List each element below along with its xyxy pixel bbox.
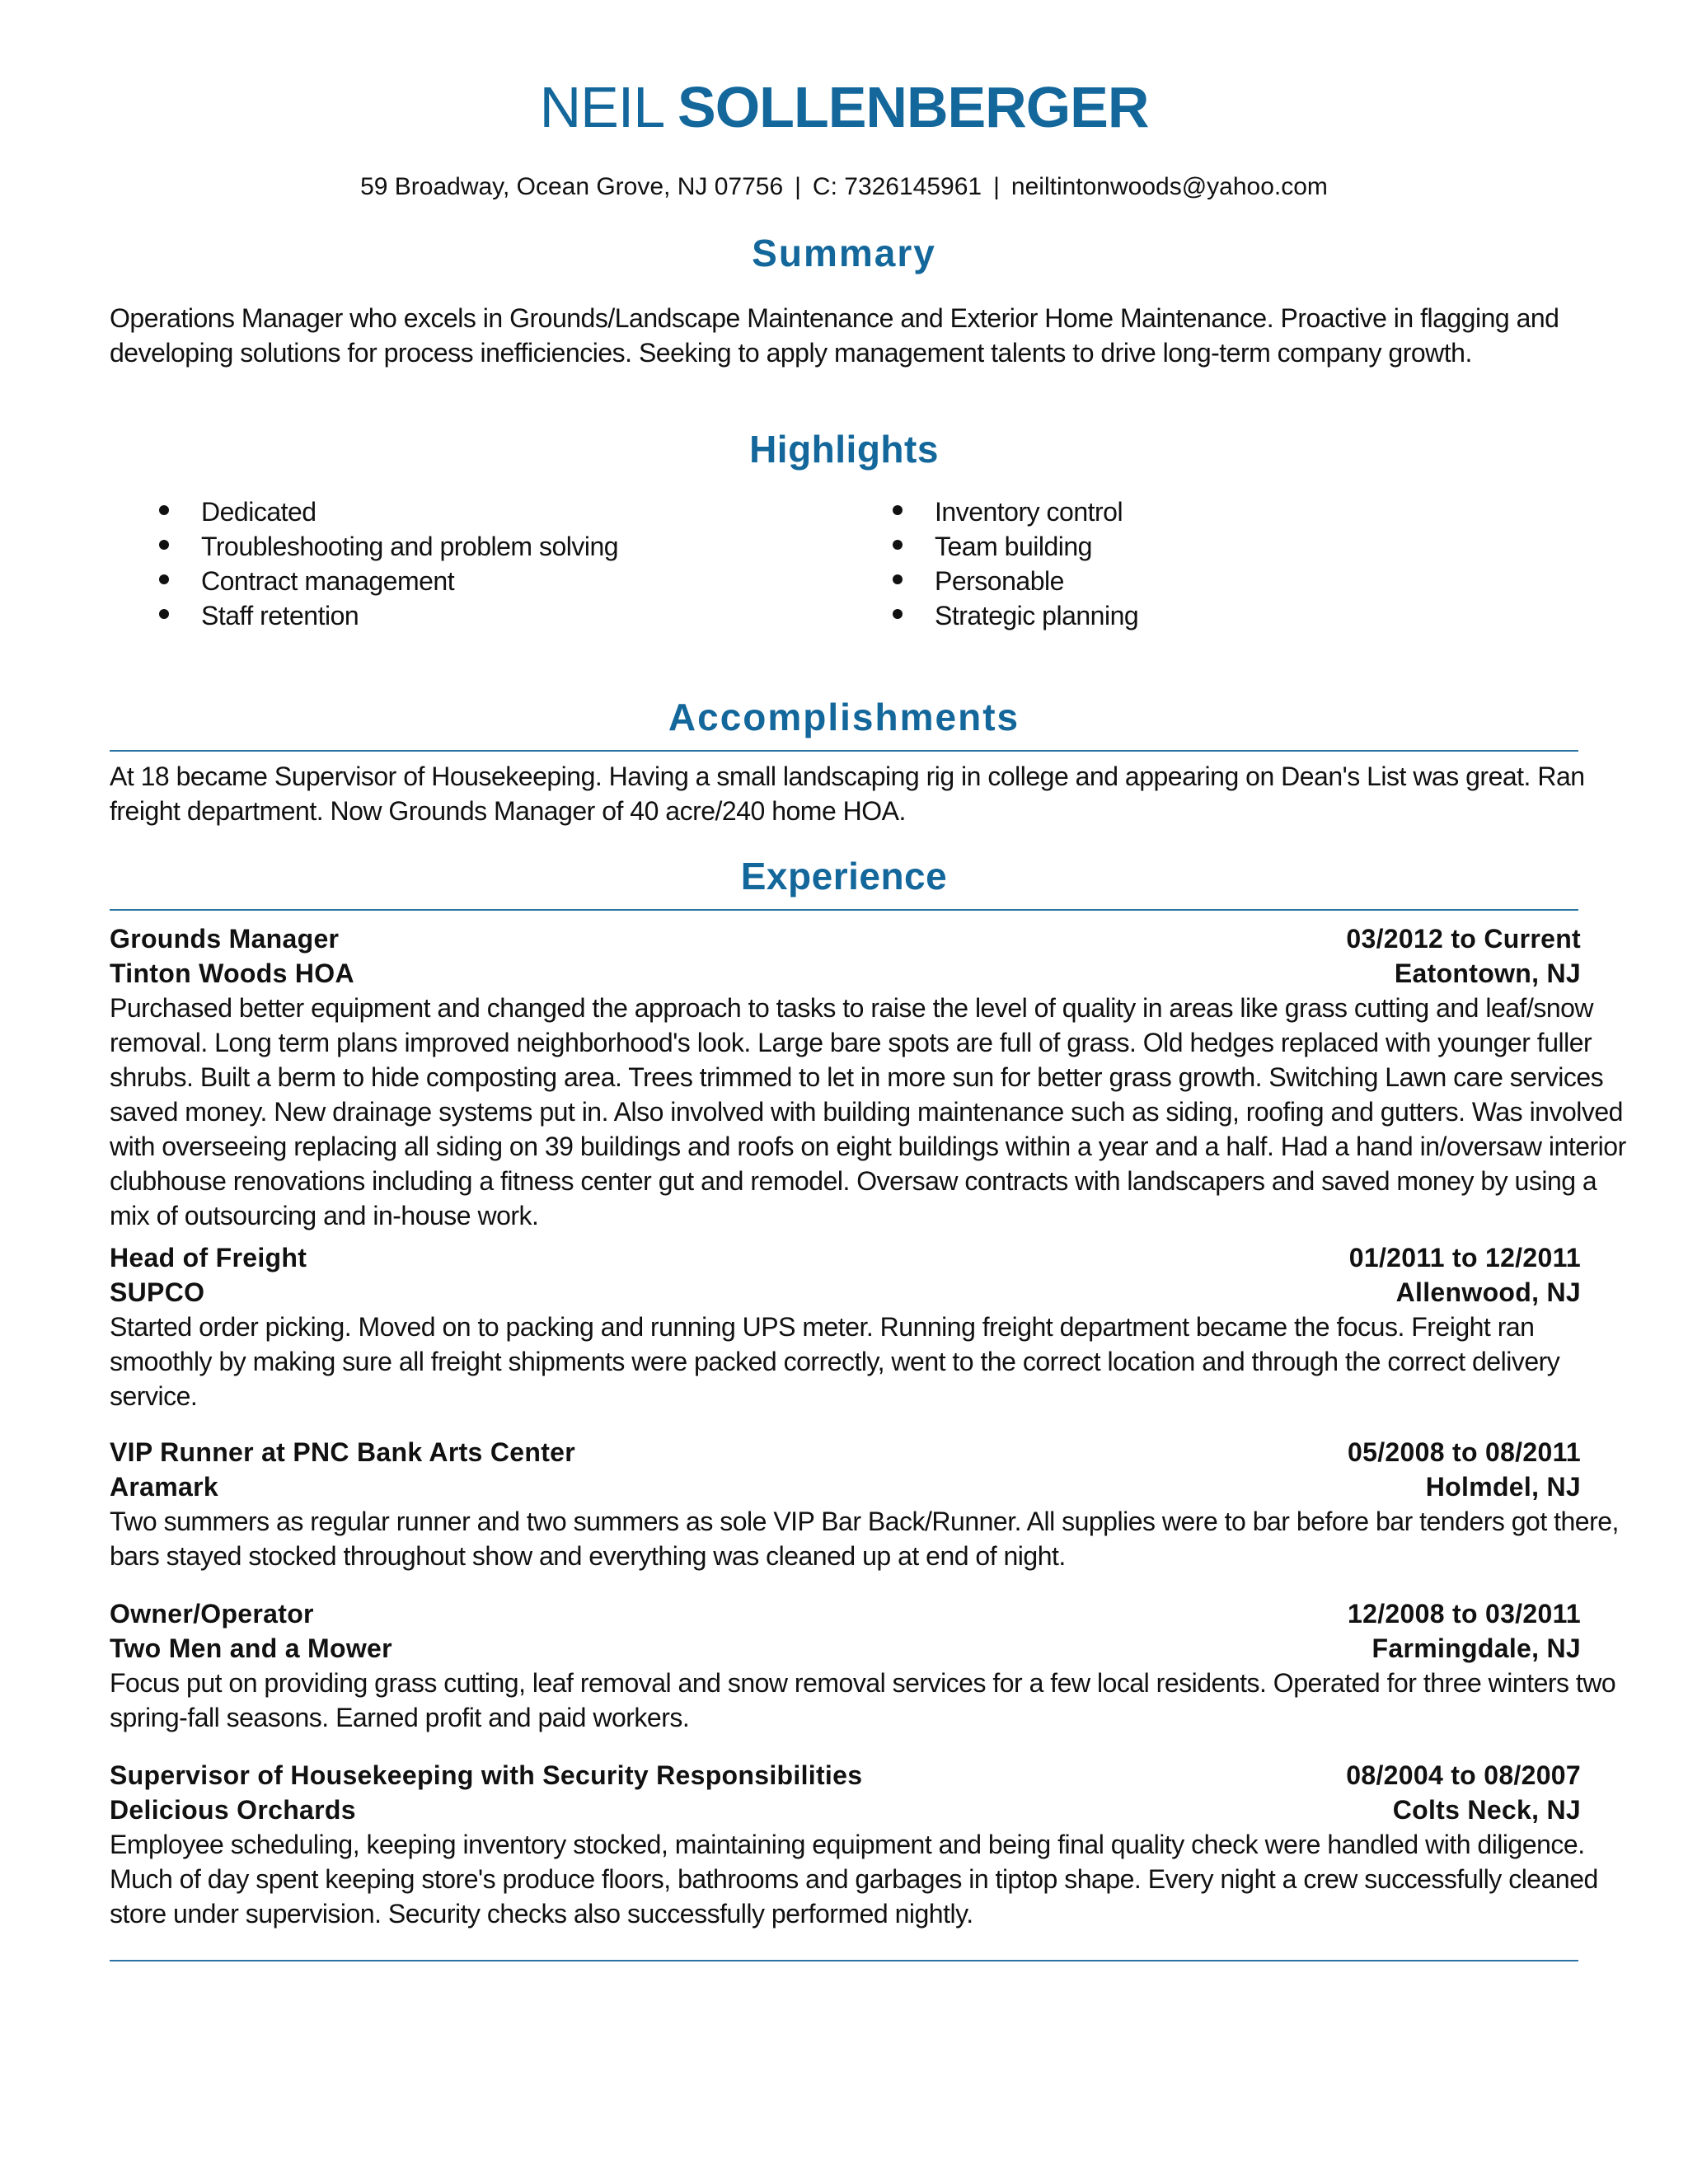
job-entry — [110, 1240, 1581, 1413]
job-location: Colts Neck, NJ — [1392, 1795, 1581, 1825]
job-title: Owner/Operator — [110, 1599, 314, 1629]
last-name: SOLLENBERGER — [678, 75, 1149, 139]
email: neiltintonwoods@yahoo.com — [1010, 173, 1328, 200]
job-title-row — [110, 1596, 1581, 1631]
job-title: Supervisor of Housekeeping with Security Responsibilities — [110, 1760, 863, 1790]
job-title-row — [110, 1435, 1581, 1469]
job-title-row — [110, 1758, 1581, 1793]
contact-separator: | — [795, 173, 801, 200]
job-title-row — [110, 1240, 1581, 1275]
highlight-item: Contract management — [159, 564, 618, 598]
highlight-item: Inventory control — [893, 494, 1138, 529]
job-location: Farmingdale, NJ — [1372, 1633, 1581, 1663]
job-description: Started order picking. Moved on to packing and running UPS meter. Running freight department became the focus. Freight ran smoothly by making sure all freight shipments were packed correctly, went to the correct location and through the correct delivery service. — [110, 1312, 1560, 1411]
highlights-list-left — [159, 494, 618, 633]
job-dates: 03/2012 to Current — [1346, 924, 1581, 954]
highlight-item: Staff retention — [159, 598, 618, 633]
job-entry — [110, 921, 1626, 1233]
phone: C: 7326145961 — [812, 173, 982, 200]
job-company: Two Men and a Mower — [110, 1633, 392, 1663]
job-dates: 01/2011 to 12/2011 — [1348, 1243, 1581, 1272]
job-company-row — [110, 1793, 1581, 1827]
section-divider — [110, 1960, 1578, 1961]
highlight-item: Strategic planning — [893, 598, 1138, 633]
job-title: Head of Freight — [110, 1243, 307, 1272]
experience-heading: Experience — [740, 855, 948, 898]
job-location: Allenwood, NJ — [1395, 1277, 1581, 1307]
contact-separator: | — [993, 173, 1000, 200]
job-dates: 12/2008 to 03/2011 — [1348, 1599, 1581, 1629]
highlight-item: Dedicated — [159, 494, 618, 529]
highlights-heading: Highlights — [749, 428, 939, 471]
highlights-list-right — [893, 494, 1138, 633]
job-entry — [110, 1596, 1616, 1735]
job-location: Eatontown, NJ — [1394, 958, 1581, 988]
highlight-item: Personable — [893, 564, 1138, 598]
job-location: Holmdel, NJ — [1425, 1472, 1581, 1502]
job-company: Tinton Woods HOA — [110, 958, 354, 988]
section-divider — [110, 750, 1578, 752]
job-dates: 05/2008 to 08/2011 — [1348, 1437, 1581, 1467]
job-title: Grounds Manager — [110, 924, 340, 954]
first-name: NEIL — [539, 75, 663, 139]
section-divider — [110, 909, 1578, 911]
job-company: Delicious Orchards — [110, 1795, 356, 1825]
job-company: SUPCO — [110, 1277, 205, 1307]
address: 59 Broadway, Ocean Grove, NJ 07756 — [360, 173, 784, 200]
job-title: VIP Runner at PNC Bank Arts Center — [110, 1437, 575, 1467]
job-entry — [110, 1435, 1619, 1573]
job-entry — [110, 1758, 1598, 1931]
job-company: Aramark — [110, 1472, 218, 1502]
job-company-row — [110, 1469, 1581, 1504]
candidate-name — [0, 70, 1688, 144]
highlight-item: Team building — [893, 529, 1138, 564]
job-description: Purchased better equipment and changed the approach to tasks to raise the level of quality in areas like grass cutting and leaf/snow removal. Long term plans improved neighborhood's look. Large bare spots are full of grass. Old hedges replaced with younger fuller shrubs. Built a berm to hide composting area. Trees trimmed to let in more sun for better grass growth. Switching Lawn care services saved money. New drainage systems put in. Also involved with building maintenance such as siding, roofing and gutters. Was involved with overseeing replacing all siding on 39 buildings and roofs on eight buildings within a year and a half. Had a hand in/oversaw interior clubhouse renovations including a fitness center gut and remodel. Oversaw contracts with landscapers and saved money by using a mix of outsourcing and in-house work. — [110, 993, 1626, 1230]
summary-heading: Summary — [752, 232, 936, 274]
job-description: Two summers as regular runner and two summers as sole VIP Bar Back/Runner. All supplies were to bar before bar tenders got there, bars stayed stocked throughout show and everything was cleaned up at end of night. — [110, 1507, 1619, 1571]
accomplishments-heading: Accomplishments — [668, 696, 1020, 738]
summary-text: Operations Manager who excels in Grounds/Landscape Maintenance and Exterior Home Maintenance. Proactive in flagging and developing solutions for process inefficiencies. Seeking to apply management talents to drive long-term company growth. — [110, 303, 1559, 368]
job-description: Focus put on providing grass cutting, leaf removal and snow removal services for a few local residents. Operated for three winters two spring-fall seasons. Earned profit and paid workers. — [110, 1668, 1616, 1732]
job-description: Employee scheduling, keeping inventory stocked, maintaining equipment and being final quality check were handled with diligence. Much of day spent keeping store's produce floors, bathrooms and garbages in tiptop shape. Every night a crew successfully cleaned store under supervision. Security checks also successfully performed nightly. — [110, 1830, 1598, 1929]
job-title-row — [110, 921, 1581, 956]
job-company-row — [110, 956, 1581, 991]
job-company-row — [110, 1275, 1581, 1310]
contact-line — [0, 171, 1688, 204]
job-dates: 08/2004 to 08/2007 — [1346, 1760, 1581, 1790]
accomplishments-text: At 18 became Supervisor of Housekeeping. Having a small landscaping rig in college and appearing on Dean's List was great. Ran freight department. Now Grounds Manager of 40 acre/240 home HOA. — [110, 762, 1585, 826]
highlight-item: Troubleshooting and problem solving — [159, 529, 618, 564]
job-company-row — [110, 1631, 1581, 1666]
